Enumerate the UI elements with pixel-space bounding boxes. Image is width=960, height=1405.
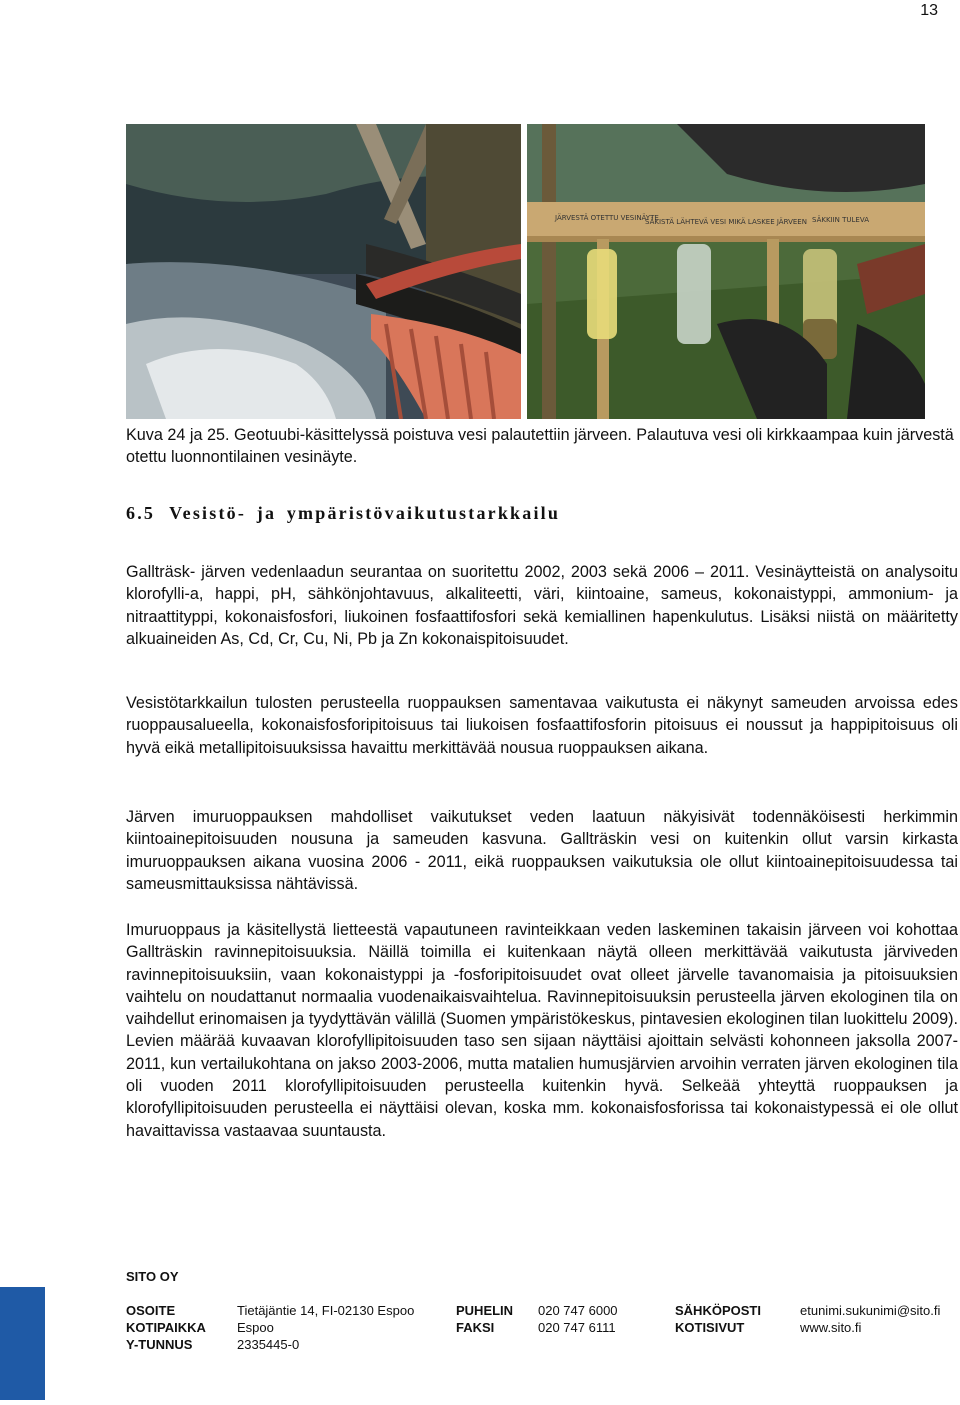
photo-label-left: JÄRVESTÄ OTETTU VESINÄYTE <box>555 214 659 222</box>
photo-label-right: SÄKKIIN TULEVA <box>812 216 869 224</box>
footer-label: KOTISIVUT <box>675 1320 745 1335</box>
photo-label-middle: SÄKISTÄ LÄHTEVÄ VESI MIKÄ LASKEE JÄRVEEN <box>645 218 807 226</box>
paragraph: Gallträsk- järven vedenlaadun seurantaa on suoritettu 2002, 2003 sekä 2006 – 2011. Vesinäytteistä on analysoitu klorofylli-a, happi, pH, sähkönjohtavuus, alkaliteetti, väri, kiintoaine, sameus, kokonaistyppi, ammonium- ja nitraattityppi, kokonaisfosfori, liukoinen fosfaattifosfori sekä kemiallinen hapenkulutus. Lisäksi niistä on määritetty alkuaineiden As, Cd, Cr, Cu, Ni, Pb ja Zn kokonaispitoisuudet. <box>126 563 958 648</box>
paragraph: Imuruoppaus ja käsitellystä lietteestä vapautuneen ravinteikkaan veden laskeminen takaisin järveen voi kohottaa Gallträskin ravinnepitoisuuksia. Näillä toimilla ei kuitenkaan näytä olleen merkittävää vaikutusta järviveden ravinnepitoisuuksiin, vaan kokonaistyppi ja -fosforipitoisuudet ovat olleet järvelle tavanomaisia ja pitoisuuksien vaihtelu on noudattanut normaalia vuodenaikaisvaihtelua. Ravinnepitoisuuksin perusteella järven ekologinen tila on vaihdellut erinomaisen ja tyydyttävän välillä (Suomen ympäristökeskus, pintavesien ekologinen tilan luokittelu 2009). Levien määrää kuvaavan klorofyllipitoisuuden taso sen sijaan näyttäisi ajoittain selvästi kohonneen jaksolla 2007-2011, kun vertailukohtana on jakso 2003-2006, mutta matalien humusjärvien arvoihin verraten järven ekologinen tila oli vuoden 2011 klorofyllipitoisuuden perusteella kuitenkin hyvä. Selkeää yhteyttä ruoppauksen ja klorofyllipitoisuuden perusteella ei näyttäisi olevan, koska mm. kokonaisfosforissa tai kokonaistypessä ei ole ollut havaittavissa vastaavaa suuntausta. <box>126 921 958 1140</box>
footer-value: 020 747 6111 <box>538 1320 616 1335</box>
footer-value: 2335445-0 <box>237 1337 300 1352</box>
footer-label: KOTIPAIKKA <box>126 1320 206 1335</box>
footer-label: OSOITE <box>126 1303 176 1318</box>
footer-label: SÄHKÖPOSTI <box>675 1303 761 1318</box>
paragraph: Järven imuruoppauksen mahdolliset vaikutukset veden laatuun näkyisivät todennäköisesti herkimmin kiintoainepitoisuuden nousuna ja sameuden kasvuna. Gallträskin vesi on kuitenkin ollut varsin kirkasta imuruoppauksen aikana vuosina 2006 - 2011, eikä ruoppauksen vaikutuksia ole ollut kiintoainepitoisuudessa tai sameusmittauksissa nähtävissä. <box>126 808 958 893</box>
section-number: 6.5 <box>126 503 156 523</box>
photo-water-samples <box>527 124 925 419</box>
paragraph: Vesistötarkkailun tulosten perusteella ruoppauksen samentavaa vaikutusta ei näkynyt sameuden arvoissa edes ruoppausalueella, kokonaisfosforipitoisuus tai liukoisen fosfaattifosforin pitoisuus ei noussut ja happipitoisuus oli hyvä eikä metallipitoisuuksissa havaittu merkittävää nousua ruoppauksen aikana. <box>126 694 958 757</box>
brand-color-block <box>0 1287 45 1400</box>
footer-label: Y-TUNNUS <box>126 1337 193 1352</box>
footer-company-name: SITO OY <box>126 1269 179 1284</box>
footer-value: 020 747 6000 <box>538 1303 618 1318</box>
section-title: Vesistö- ja ympäristövaikutustarkkailu <box>169 503 561 523</box>
footer-value: Espoo <box>237 1320 274 1335</box>
footer-email[interactable]: etunimi.sukunimi@sito.fi <box>800 1303 941 1318</box>
footer-label: FAKSI <box>456 1320 495 1335</box>
section-heading <box>126 503 560 524</box>
page-number: 13 <box>920 2 938 19</box>
footer-label: PUHELIN <box>456 1303 514 1318</box>
footer-value: Tietäjäntie 14, FI-02130 Espoo <box>237 1303 415 1318</box>
footer-website[interactable]: www.sito.fi <box>800 1320 862 1335</box>
photo-pipes-discharge <box>126 124 521 419</box>
figure-caption: Kuva 24 ja 25. Geotuubi-käsittelyssä poistuva vesi palautettiin järveen. Palautuva vesi oli kirkkaampaa kuin järvestä otettu luonnontilainen vesinäyte. <box>126 426 954 466</box>
